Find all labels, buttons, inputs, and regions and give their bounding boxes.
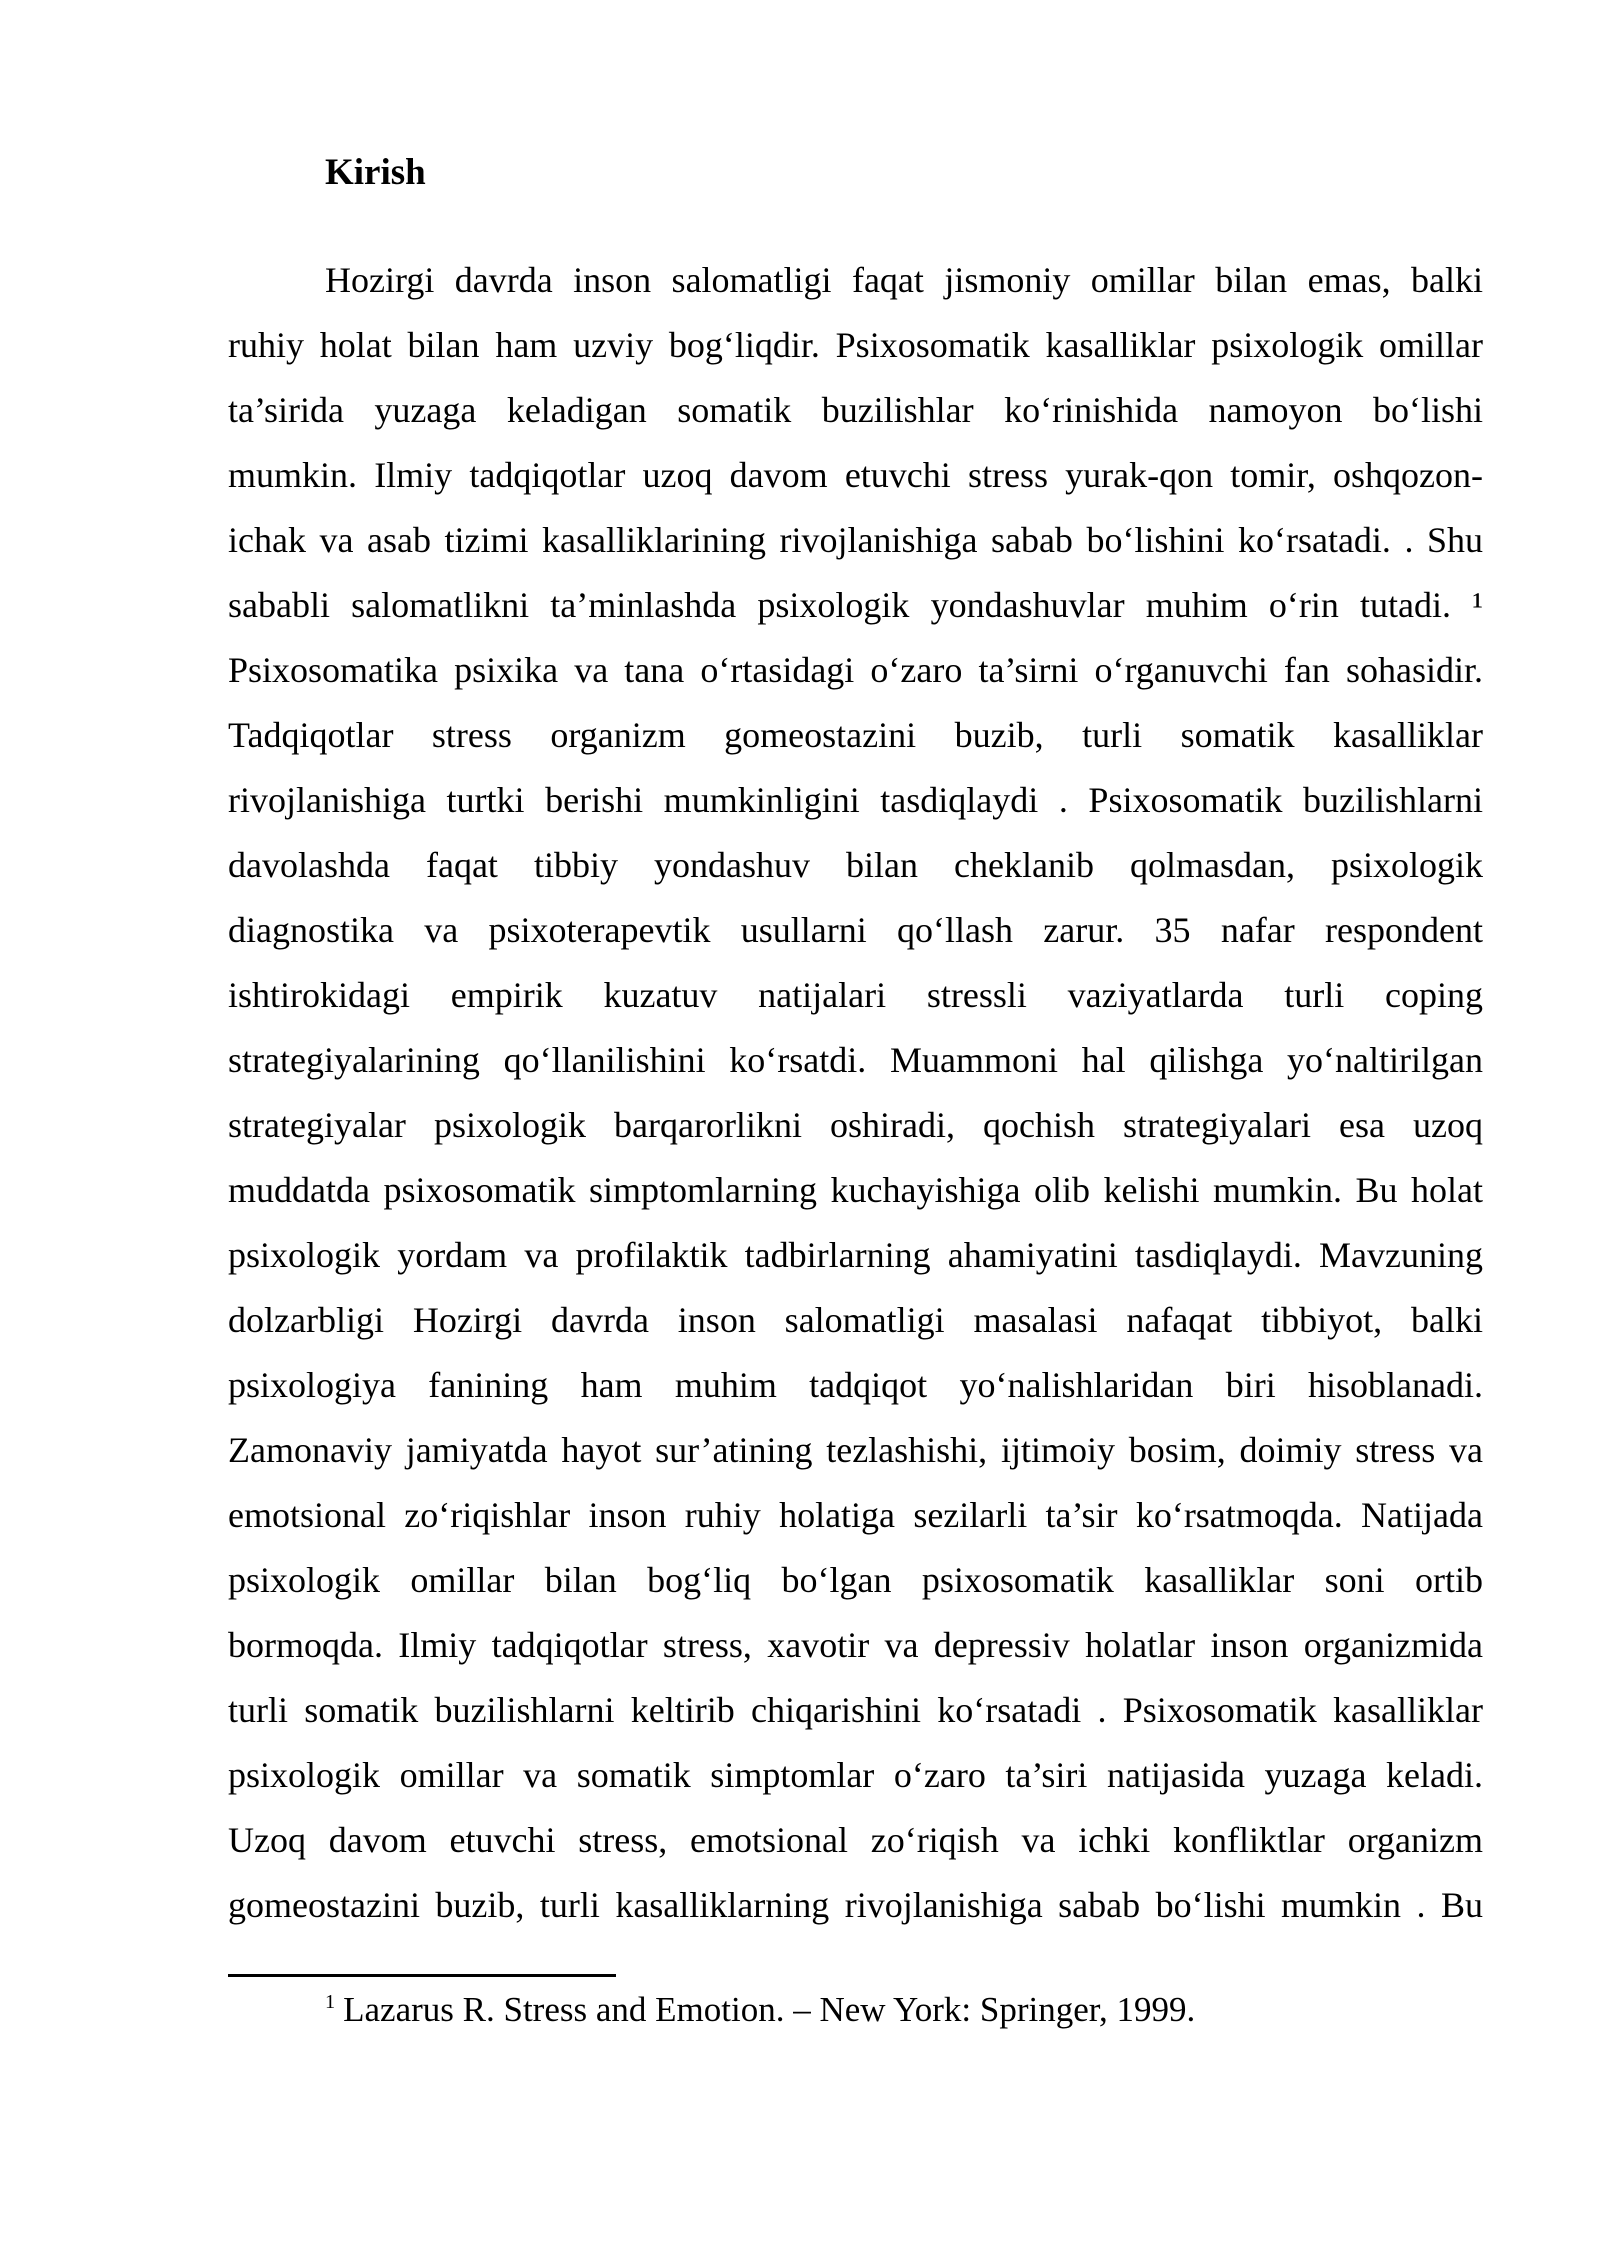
paragraph-line: davolashda faqat tibbiy yondashuv bilan cheklanib qolmasdan, psixologik (228, 845, 1483, 885)
paragraph-line: psixologik omillar bilan bog‘liq bo‘lgan psixosomatik kasalliklar soni ortib (228, 1560, 1483, 1600)
paragraph-line: psixologiya fanining ham muhim tadqiqot yo‘nalishlaridan biri hisoblanadi. (228, 1365, 1483, 1405)
paragraph-line: Tadqiqotlar stress organizm gomeostazini buzib, turli somatik kasalliklar (228, 715, 1483, 755)
paragraph-line: diagnostika va psixoterapevtik usullarni qo‘llash zarur. 35 nafar respondent (228, 910, 1483, 950)
paragraph-line: Uzoq davom etuvchi stress, emotsional zo‘riqish va ichki konfliktlar organizm (228, 1820, 1483, 1860)
paragraph-line: bormoqda. Ilmiy tadqiqotlar stress, xavotir va depressiv holatlar inson organizmida (228, 1625, 1483, 1665)
paragraph-line: ishtirokidagi empirik kuzatuv natijalari stressli vaziyatlarda turli coping (228, 975, 1483, 1015)
footnote-separator (228, 1974, 616, 1977)
footnote-marker: 1 (325, 1991, 336, 2014)
paragraph-line: rivojlanishiga turtki berishi mumkinligini tasdiqlaydi . Psixosomatik buzilishlarni (228, 780, 1483, 820)
paragraph-line: muddatda psixosomatik simptomlarning kuchayishiga olib kelishi mumkin. Bu holat (228, 1170, 1483, 1210)
footnote-area (228, 1974, 1483, 2034)
footnote (228, 1986, 1483, 2034)
paragraph-line: strategiyalarining qo‘llanilishini ko‘rsatdi. Muammoni hal qilishga yo‘naltirilgan (228, 1040, 1483, 1080)
paragraph-line: Hozirgi davrda inson salomatligi faqat jismoniy omillar bilan emas, balki (325, 260, 1483, 300)
paragraph-line: strategiyalar psixologik barqarorlikni oshiradi, qochish strategiyalari esa uzoq (228, 1105, 1483, 1145)
paragraph-line: Zamonaviy jamiyatda hayot sur’atining tezlashishi, ijtimoiy bosim, doimiy stress va (228, 1430, 1483, 1470)
paragraph-line: psixologik omillar va somatik simptomlar o‘zaro ta’siri natijasida yuzaga keladi. (228, 1755, 1483, 1795)
paragraph-line: ta’sirida yuzaga keladigan somatik buzilishlar ko‘rinishida namoyon bo‘lishi (228, 390, 1483, 430)
paragraph-line: gomeostazini buzib, turli kasalliklarning rivojlanishiga sabab bo‘lishi mumkin . Bu (228, 1885, 1483, 1925)
section-heading: Kirish (325, 152, 426, 193)
footnote-text: Lazarus R. Stress and Emotion. – New York: Springer, 1999. (343, 1990, 1196, 2029)
paragraph-line: sababli salomatlikni ta’minlashda psixologik yondashuvlar muhim o‘rin tutadi. ¹ (228, 585, 1483, 625)
paragraph-line: turli somatik buzilishlarni keltirib chiqarishini ko‘rsatadi . Psixosomatik kasalliklar (228, 1690, 1483, 1730)
paragraph-line: dolzarbligi Hozirgi davrda inson salomatligi masalasi nafaqat tibbiyot, balki (228, 1300, 1483, 1340)
body-paragraph (228, 248, 1483, 1938)
paragraph-line: emotsional zo‘riqishlar inson ruhiy holatiga sezilarli ta’sir ko‘rsatmoqda. Natijada (228, 1495, 1483, 1535)
paragraph-line: ichak va asab tizimi kasalliklarining rivojlanishiga sabab bo‘lishini ko‘rsatadi. . Shu (228, 520, 1483, 560)
paragraph-line: mumkin. Ilmiy tadqiqotlar uzoq davom etuvchi stress yurak-qon tomir, oshqozon- (228, 455, 1483, 495)
paragraph-line: psixologik yordam va profilaktik tadbirlarning ahamiyatini tasdiqlaydi. Mavzuning (228, 1235, 1483, 1275)
paragraph-line: Psixosomatika psixika va tana o‘rtasidagi o‘zaro ta’sirni o‘rganuvchi fan sohasidir. (228, 650, 1483, 690)
paragraph-line: ruhiy holat bilan ham uzviy bog‘liqdir. Psixosomatik kasalliklar psixologik omillar (228, 325, 1483, 365)
